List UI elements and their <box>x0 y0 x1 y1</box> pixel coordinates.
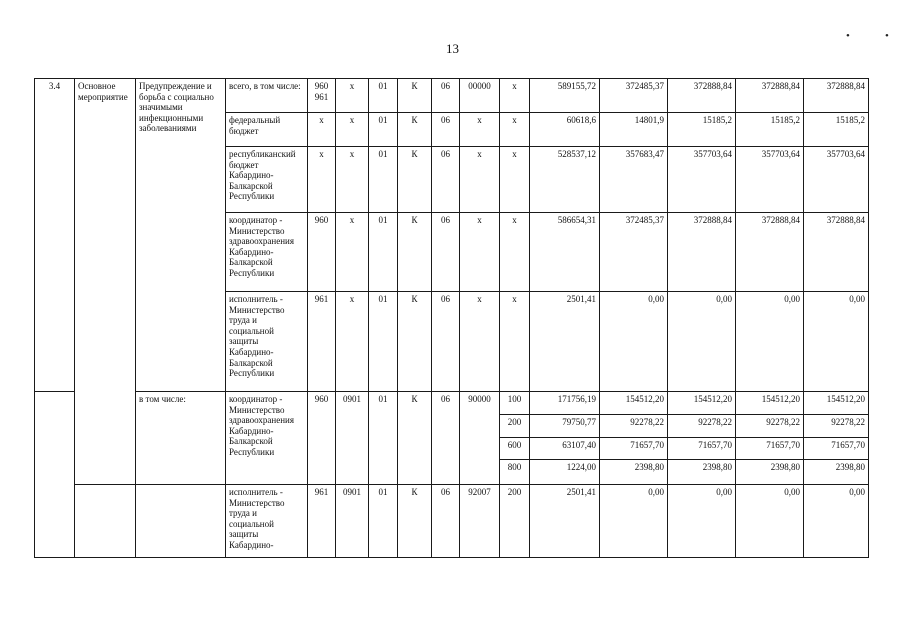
row-label: республиканский бюджет Кабардино-Балкарской Республики <box>226 147 308 213</box>
gp-cell: К <box>398 292 432 392</box>
value-cell: 372888,84 <box>804 79 869 113</box>
pr-cell: 01 <box>369 485 398 558</box>
pp-cell: 06 <box>432 485 460 558</box>
value-cell: 357683,47 <box>600 147 668 213</box>
value-cell: 71657,70 <box>600 438 668 460</box>
value-cell: 0,00 <box>736 485 804 558</box>
pp-cell: 06 <box>432 213 460 292</box>
grbs-cell: 960 <box>308 392 336 485</box>
vr-cell: 200 <box>500 415 530 438</box>
value-cell: 171756,19 <box>530 392 600 415</box>
sub-label-continued <box>136 485 226 558</box>
vr-cell: х <box>500 113 530 147</box>
cs-cell: х <box>460 213 500 292</box>
value-cell: 0,00 <box>668 485 736 558</box>
rz-cell: х <box>336 213 369 292</box>
value-cell: 1224,00 <box>530 460 600 485</box>
pr-cell: 01 <box>369 147 398 213</box>
gp-cell: К <box>398 113 432 147</box>
value-cell: 589155,72 <box>530 79 600 113</box>
cs-cell: 00000 <box>460 79 500 113</box>
vr-cell: х <box>500 292 530 392</box>
row-label: исполнитель - Министерство труда и социальной защиты Кабардино- <box>226 485 308 558</box>
value-cell: 92278,22 <box>736 415 804 438</box>
value-cell: 154512,20 <box>600 392 668 415</box>
value-cell: 372888,84 <box>736 79 804 113</box>
cs-cell: х <box>460 147 500 213</box>
rz-cell: х <box>336 79 369 113</box>
value-cell: 372888,84 <box>668 79 736 113</box>
pr-cell: 01 <box>369 79 398 113</box>
value-cell: 2398,80 <box>804 460 869 485</box>
value-cell: 2398,80 <box>600 460 668 485</box>
value-cell: 14801,9 <box>600 113 668 147</box>
table-row <box>35 392 869 415</box>
vr-cell: х <box>500 79 530 113</box>
row-label: всего, в том числе: <box>226 79 308 113</box>
value-cell: 154512,20 <box>736 392 804 415</box>
rz-cell: х <box>336 147 369 213</box>
pp-cell: 06 <box>432 292 460 392</box>
value-cell: 372888,84 <box>736 213 804 292</box>
cs-cell: х <box>460 292 500 392</box>
value-cell: 0,00 <box>600 485 668 558</box>
row-label: исполнитель - Министерство труда и социальной защиты Кабардино-Балкарской Республики <box>226 292 308 392</box>
value-cell: 586654,31 <box>530 213 600 292</box>
scan-mark: • <box>885 30 889 42</box>
value-cell: 71657,70 <box>804 438 869 460</box>
value-cell: 15185,2 <box>804 113 869 147</box>
value-cell: 372485,37 <box>600 79 668 113</box>
table-row <box>35 79 869 113</box>
rz-cell: х <box>336 292 369 392</box>
vr-cell: 200 <box>500 485 530 558</box>
value-cell: 357703,64 <box>804 147 869 213</box>
budget-table <box>34 78 869 558</box>
rz-cell: х <box>336 113 369 147</box>
value-cell: 372888,84 <box>804 213 869 292</box>
pp-cell: 06 <box>432 147 460 213</box>
grbs-cell: 960 <box>308 213 336 292</box>
grbs-cell: х <box>308 147 336 213</box>
cs-cell: 92007 <box>460 485 500 558</box>
pp-cell: 06 <box>432 392 460 485</box>
value-cell: 79750,77 <box>530 415 600 438</box>
rz-cell: 0901 <box>336 485 369 558</box>
value-cell: 0,00 <box>804 292 869 392</box>
pp-cell: 06 <box>432 113 460 147</box>
gp-cell: К <box>398 147 432 213</box>
gp-cell: К <box>398 213 432 292</box>
page-number: 13 <box>446 41 459 56</box>
value-cell: 92278,22 <box>668 415 736 438</box>
cs-cell: 90000 <box>460 392 500 485</box>
value-cell: 0,00 <box>804 485 869 558</box>
sub-label: в том числе: <box>136 392 226 485</box>
item-number-continued <box>35 392 75 558</box>
value-cell: 357703,64 <box>736 147 804 213</box>
gp-cell: К <box>398 79 432 113</box>
value-cell: 0,00 <box>668 292 736 392</box>
item-type-continued <box>75 485 136 558</box>
vr-cell: 800 <box>500 460 530 485</box>
vr-cell: х <box>500 147 530 213</box>
value-cell: 528537,12 <box>530 147 600 213</box>
row-label: координатор - Министерство здравоохранения Кабардино-Балкарской Республики <box>226 213 308 292</box>
value-cell: 372888,84 <box>668 213 736 292</box>
table-row <box>35 485 869 558</box>
value-cell: 0,00 <box>736 292 804 392</box>
grbs-cell: 961 <box>308 485 336 558</box>
value-cell: 92278,22 <box>600 415 668 438</box>
item-number: 3.4 <box>35 79 75 392</box>
grbs-cell: 961 <box>308 292 336 392</box>
pr-cell: 01 <box>369 392 398 485</box>
vr-cell: 600 <box>500 438 530 460</box>
value-cell: 2501,41 <box>530 292 600 392</box>
value-cell: 372485,37 <box>600 213 668 292</box>
rz-cell: 0901 <box>336 392 369 485</box>
value-cell: 92278,22 <box>804 415 869 438</box>
cs-cell: х <box>460 113 500 147</box>
grbs-cell: х <box>308 113 336 147</box>
value-cell: 60618,6 <box>530 113 600 147</box>
value-cell: 15185,2 <box>736 113 804 147</box>
pp-cell: 06 <box>432 79 460 113</box>
value-cell: 2398,80 <box>668 460 736 485</box>
value-cell: 2398,80 <box>736 460 804 485</box>
pr-cell: 01 <box>369 292 398 392</box>
vr-cell: 100 <box>500 392 530 415</box>
row-label: федеральный бюджет <box>226 113 308 147</box>
scan-mark: • <box>846 30 850 42</box>
value-cell: 71657,70 <box>736 438 804 460</box>
row-label: координатор - Министерство здравоохранения Кабардино-Балкарской Республики <box>226 392 308 485</box>
gp-cell: К <box>398 392 432 485</box>
vr-cell: х <box>500 213 530 292</box>
pr-cell: 01 <box>369 213 398 292</box>
value-cell: 63107,40 <box>530 438 600 460</box>
value-cell: 2501,41 <box>530 485 600 558</box>
value-cell: 15185,2 <box>668 113 736 147</box>
value-cell: 154512,20 <box>668 392 736 415</box>
item-type: Основное мероприятие <box>75 79 136 485</box>
pr-cell: 01 <box>369 113 398 147</box>
value-cell: 154512,20 <box>804 392 869 415</box>
value-cell: 357703,64 <box>668 147 736 213</box>
grbs-cell: 960 961 <box>308 79 336 113</box>
item-title: Предупреждение и борьба с социально значимыми инфекционными заболеваниями <box>136 79 226 392</box>
value-cell: 0,00 <box>600 292 668 392</box>
value-cell: 71657,70 <box>668 438 736 460</box>
gp-cell: К <box>398 485 432 558</box>
